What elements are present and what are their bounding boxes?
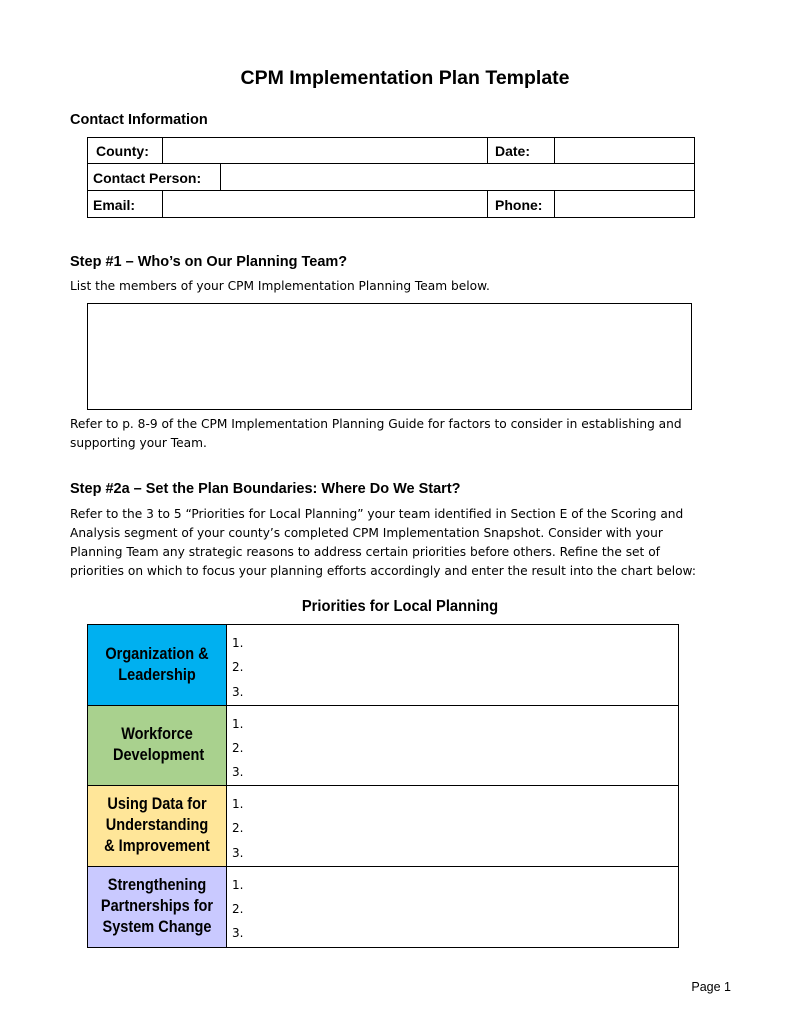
priority-items[interactable] <box>227 625 678 705</box>
row-divider <box>87 190 695 191</box>
step2a-line3: Planning Team any strategic reasons to address certain priorities before others. Refine the set of <box>70 545 660 559</box>
priority-row-partnerships <box>88 867 678 947</box>
priority-item[interactable]: 3. <box>232 684 244 699</box>
step2a-line4: priorities on which to focus your planning efforts accordingly and enter the result into the chart below: <box>70 564 696 578</box>
category-label: Workforce Development <box>113 725 205 765</box>
cell-divider <box>162 190 163 218</box>
priority-item[interactable]: 2. <box>232 740 244 755</box>
priority-item[interactable]: 1. <box>232 797 244 811</box>
priority-item[interactable]: 1. <box>232 716 244 731</box>
team-members-box[interactable] <box>87 303 692 410</box>
priority-items[interactable] <box>227 786 678 866</box>
page-title: CPM Implementation Plan Template <box>240 67 570 89</box>
step1-note-line2: supporting your Team. <box>70 436 207 450</box>
priority-row-organization <box>88 625 678 706</box>
priority-item[interactable]: 1. <box>232 636 244 650</box>
page-number: Page 1 <box>691 980 731 994</box>
priority-category <box>88 706 227 786</box>
step1-heading: Step #1 – Who’s on Our Planning Team? <box>70 254 348 270</box>
priority-item[interactable]: 2. <box>232 821 244 836</box>
contact-heading: Contact Information <box>70 112 208 128</box>
cell-divider <box>487 190 488 218</box>
email-field[interactable] <box>166 195 482 213</box>
contact-person-field[interactable] <box>224 168 690 186</box>
priority-items[interactable] <box>227 706 678 786</box>
step2a-line1: Refer to the 3 to 5 “Priorities for Local Planning” your team identified in Section E of the Scoring and <box>70 507 684 521</box>
contact-table <box>87 137 695 218</box>
priority-row-data <box>88 786 678 867</box>
category-label: Strengthening Partnerships for System Change <box>100 876 214 936</box>
county-label: County: <box>96 143 149 159</box>
step1-instructions: List the members of your CPM Implementation Planning Team below. <box>70 279 490 293</box>
priority-item[interactable]: 3. <box>232 765 244 780</box>
row-divider <box>87 163 695 164</box>
priority-item[interactable]: 3. <box>232 845 244 860</box>
county-field[interactable] <box>166 141 482 159</box>
cell-divider <box>162 137 163 163</box>
priority-item[interactable]: 3. <box>232 926 244 941</box>
priorities-title: Priorities for Local Planning <box>301 598 499 615</box>
phone-label: Phone: <box>495 197 543 213</box>
priority-category <box>88 625 227 705</box>
priority-category <box>88 867 227 947</box>
category-label: Organization & Leadership <box>105 644 209 684</box>
category-label: Using Data for Understanding & Improvement <box>104 795 210 856</box>
step1-note-line1: Refer to p. 8-9 of the CPM Implementation Planning Guide for factors to consider in establishing and <box>70 417 682 431</box>
cell-divider <box>220 163 221 190</box>
email-label: Email: <box>93 197 136 213</box>
step2a-line2: Analysis segment of your county’s completed CPM Implementation Snapshot. Consider with your <box>70 526 663 540</box>
phone-field[interactable] <box>558 195 690 213</box>
priorities-table <box>87 624 679 948</box>
priority-row-workforce <box>88 706 678 787</box>
priority-item[interactable]: 2. <box>232 660 244 675</box>
cell-divider <box>554 137 555 163</box>
cell-divider <box>487 137 488 163</box>
cell-divider <box>554 190 555 218</box>
step2a-heading: Step #2a – Set the Plan Boundaries: Where Do We Start? <box>70 481 461 497</box>
priority-items[interactable] <box>227 867 678 947</box>
contact-person-label: Contact Person: <box>93 170 202 186</box>
priority-category <box>88 786 227 866</box>
priority-item[interactable]: 1. <box>232 877 244 892</box>
date-label: Date: <box>495 143 531 159</box>
priority-item[interactable]: 2. <box>232 901 244 916</box>
date-field[interactable] <box>558 141 690 159</box>
